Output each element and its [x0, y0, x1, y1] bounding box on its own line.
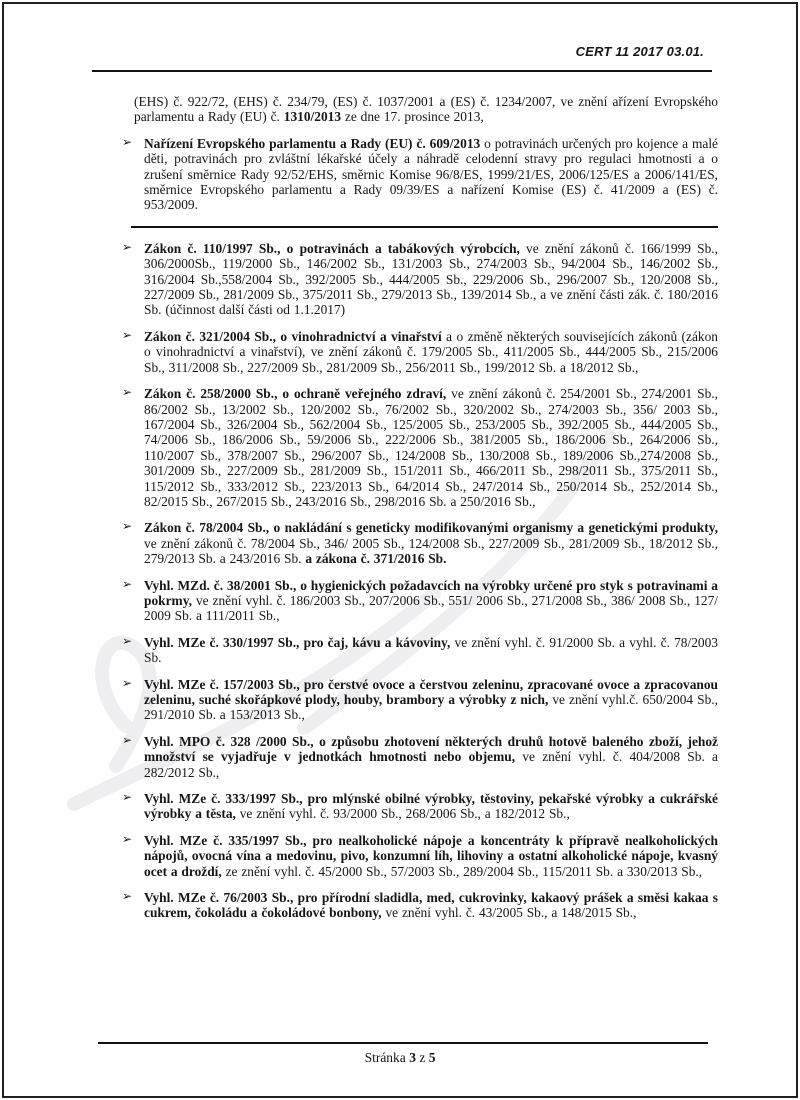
regulation-text: [144, 677, 718, 723]
text-run-bold: Vyhl. MZe č. 335/1997 Sb., pro nealkoholické nápoje a koncentráty k přípravě nealkoholických nápojů, ovocná vína a medovinu, pivo, konzumní líh, lihoviny a ostatní alkoholické nápoje, kvasný ocet a droždí,: [144, 832, 718, 879]
text-run-bold: Vyhl. MZe č. 76/2003 Sb., pro přírodní sladidla, med, cukrovinky, kakaový prášek a směsi kakaa s cukrem, čokoládu a čokoládové bonbony,: [144, 890, 718, 921]
bullet-arrow-icon: ➢: [122, 327, 133, 342]
text-run-bold: Vyhl. MZe č. 333/1997 Sb., pro mlýnské obilné výrobky, těstoviny, pekařské výrobky a cukrářské výrobky a těsta,: [144, 791, 718, 822]
bullet-arrow-icon: ➢: [122, 790, 133, 805]
bullet-arrow-icon: ➢: [122, 239, 133, 254]
intro-paragraph: [134, 94, 718, 125]
text-run-bold: Zákon č. 258/2000 Sb., o ochraně veřejného zdraví,: [144, 386, 452, 402]
regulation-item: [120, 635, 718, 666]
regulation-text: [144, 734, 718, 780]
text-run: ve znění zákonů č. 254/2001 Sb., 274/2001 Sb., 86/2002 Sb., 13/2002 Sb., 120/2002 Sb., 76/2002 Sb., 320/2002 Sb., 274/2003 Sb., 356/ 2003 Sb., 167/2004 Sb., 326/2004 Sb., 562/2004 Sb., 125/2005 Sb., 253/2005 Sb., 392/2005 Sb., 444/2005 Sb., 74/2006 Sb., 186/2006 Sb., 59/2006 Sb., 222/2006 Sb., 381/2005 Sb., 186/2006 Sb., 264/2006 Sb., 110/2007 Sb., 378/2007 Sb., 296/2007 Sb., 124/2008 Sb., 130/2008 Sb., 189/2006 Sb.,274/2008 Sb., 301/2009 Sb., 227/2009 Sb., 281/2009 Sb., 151/2011 Sb., 466/2011 Sb., 298/2011 Sb., 375/2011 Sb., 115/2012 Sb., 333/2012 Sb., 223/2013 Sb., 64/2014 Sb., 247/2014 Sb., 250/2014 Sb., 252/2014 Sb., 82/2015 Sb., 267/2015 Sb., 243/2016 Sb., 298/2016 Sb. a 250/2016 Sb.,: [144, 386, 718, 509]
text-run: ve znění vyhl. č. 43/2005 Sb., a 148/2015 Sb.,: [385, 905, 637, 921]
regulation-text: [144, 136, 718, 213]
regulation-text: [144, 386, 718, 509]
regulations-main-list: [120, 241, 718, 921]
regulations-top-list: [120, 136, 718, 213]
text-run-bold: Vyhl. MZd. č. 38/2001 Sb., o hygienických požadavcích na výrobky určené pro styk s potravinami a pokrmy,: [144, 577, 718, 608]
text-run: ve znění vyhl. č. 91/2000 Sb. a vyhl. č. 78/2003 Sb.: [144, 634, 718, 666]
regulation-item: [120, 241, 718, 318]
page-footer: [4, 1050, 796, 1066]
text-run: ve znění vyhl. č. 404/2008 Sb. a 282/2012 Sb.,: [144, 749, 718, 780]
bullet-arrow-icon: ➢: [122, 633, 133, 648]
regulation-text: [144, 329, 718, 375]
text-run-bold: 3: [409, 1050, 416, 1065]
text-run: o potravinách určených pro kojence a malé děti, potravinách pro zvláštní lékařské účely a náhradě celodenní stravy pro regulaci hmotnosti a o zrušení směrnice Rady 92/52/EHS, směrnic Komise 96/8/ES, 1999/21/ES, 2006/125/ES a 2006/141/ES, směrnice Evropského parlamentu a Rady 09/39/ES a nařízení Komise (ES) č. 41/2009 a (ES) č. 953/2009.: [144, 135, 718, 213]
regulation-item: [120, 329, 718, 375]
text-run: ve znění vyhl. č. 93/2000 Sb., 268/2006 Sb., a 182/2012 Sb.,: [239, 806, 570, 822]
regulation-text: [144, 890, 718, 920]
regulation-text: [144, 635, 718, 665]
regulation-text: [144, 520, 718, 566]
text-run: a o změně některých souvisejících zákonů (zákon o vinohradnictví a vinařství), ve znění zákonů č. 179/2005 Sb., 411/2005 Sb., 444/2005 Sb., 215/2006 Sb., 311/2008 Sb., 227/2009 Sb., 281/2009 Sb., 256/2011 Sb., 199/2012 Sb. a 18/2012 Sb.,: [144, 328, 718, 375]
text-run-bold: Vyhl. MZe č. 330/1997 Sb., pro čaj, kávu a kávoviny,: [144, 634, 455, 650]
header-rule: [92, 70, 712, 72]
scanned-page: [2, 2, 798, 1098]
bullet-arrow-icon: ➢: [122, 675, 133, 690]
document-code: CERT 11 2017 03.01.: [575, 44, 704, 59]
bullet-arrow-icon: ➢: [122, 732, 133, 747]
regulation-item: [120, 136, 718, 213]
bullet-arrow-icon: ➢: [122, 831, 133, 846]
regulation-item: [120, 578, 718, 624]
text-run-bold: 5: [428, 1050, 436, 1065]
text-run: ze znění vyhl. č. 45/2000 Sb., 57/2003 Sb., 289/2004 Sb., 115/2011 Sb. a 330/2013 Sb.,: [225, 863, 703, 879]
text-run-bold: Zákon č. 321/2004 Sb., o vinohradnictví a vinařství: [144, 328, 447, 344]
text-run: ve znění zákonů č. 166/1999 Sb., 306/2000Sb., 119/2000 Sb., 146/2002 Sb., 131/2003 Sb., 274/2003 Sb., 94/2004 Sb., 146/2002 Sb., 316/2004 Sb.,558/2004 Sb., 392/2005 Sb., 444/2005 Sb., 229/2006 Sb., 296/2007 Sb., 120/2008 Sb., 227/2009 Sb., 281/2009 Sb., 375/2011 Sb., 279/2013 Sb., 139/2014 Sb., a ve znění části zák. č. 180/2016 Sb. (účinnost další části od 1.1.2017): [144, 240, 718, 318]
text-run-bold: Nařízení Evropského parlamentu a Rady (EU) č. 609/2013: [144, 135, 485, 151]
text-run: ve znění vyhl. č. 186/2003 Sb., 207/2006 Sb., 551/ 2006 Sb., 271/2008 Sb., 386/ 2008 Sb., 127/ 2009 Sb. a 111/2011 Sb.,: [144, 592, 719, 624]
text-run: ve znění vyhl.č. 650/2004 Sb., 291/2010 Sb. a 153/2013 Sb.,: [144, 692, 718, 723]
regulation-item: [120, 890, 718, 921]
regulation-text: [144, 833, 718, 879]
bullet-arrow-icon: ➢: [122, 385, 133, 400]
bullet-arrow-icon: ➢: [122, 576, 133, 591]
text-run: ze dne 17. prosince 2013,: [341, 109, 484, 125]
bullet-arrow-icon: ➢: [122, 134, 133, 149]
regulation-item: [120, 791, 718, 822]
text-run: z: [415, 1050, 429, 1065]
text-run-bold: Vyhl. MZe č. 157/2003 Sb., pro čerstvé ovoce a čerstvou zeleninu, zpracované ovoce a zpracovanou zeleninu, suché skořápkové plody, houby, brambory a výrobky z nich,: [144, 676, 718, 707]
text-run-bold: Vyhl. MPO č. 328 /2000 Sb., o způsobu zhotovení některých druhů hotově baleného zboží, jehož množství se vyjadřuje v jednotkách hmotnosti nebo objemu,: [144, 733, 718, 765]
regulation-item: [120, 734, 718, 780]
regulation-text: [144, 578, 718, 624]
text-run: ve znění zákonů č. 78/2004 Sb., 346/ 2005 Sb., 124/2008 Sb., 227/2009 Sb., 281/2009 Sb., 18/2012 Sb., 279/2013 Sb. a 243/2016 Sb.: [144, 535, 718, 567]
regulation-text: [144, 791, 718, 821]
regulation-text: [144, 241, 718, 318]
bullet-arrow-icon: ➢: [122, 519, 133, 534]
regulation-item: [120, 833, 718, 879]
footer-rule: [98, 1042, 708, 1044]
document-body: [120, 94, 718, 932]
regulation-item: [120, 386, 718, 509]
section-separator: [131, 226, 718, 228]
regulation-item: [120, 677, 718, 723]
text-run: (EHS) č. 922/72, (EHS) č. 234/79, (ES) č. 1037/2001 a (ES) č. 1234/2007, ve znění ařízení Evropského parlamentu a Rady (EU) č.: [134, 94, 718, 125]
text-run-bold: 1310/2013: [283, 109, 342, 125]
text-run-bold: Zákon č. 78/2004 Sb., o nakládání s geneticky modifikovanými organismy a genetickými produkty,: [144, 520, 718, 536]
bullet-arrow-icon: ➢: [122, 889, 133, 904]
page-number: [365, 1050, 436, 1065]
text-run-bold: Zákon č. 110/1997 Sb., o potravinách a tabákových výrobcích,: [144, 240, 527, 256]
regulation-item: [120, 520, 718, 566]
text-run: Stránka: [364, 1050, 410, 1065]
text-run-bold: a zákona č. 371/2016 Sb.: [305, 551, 447, 567]
